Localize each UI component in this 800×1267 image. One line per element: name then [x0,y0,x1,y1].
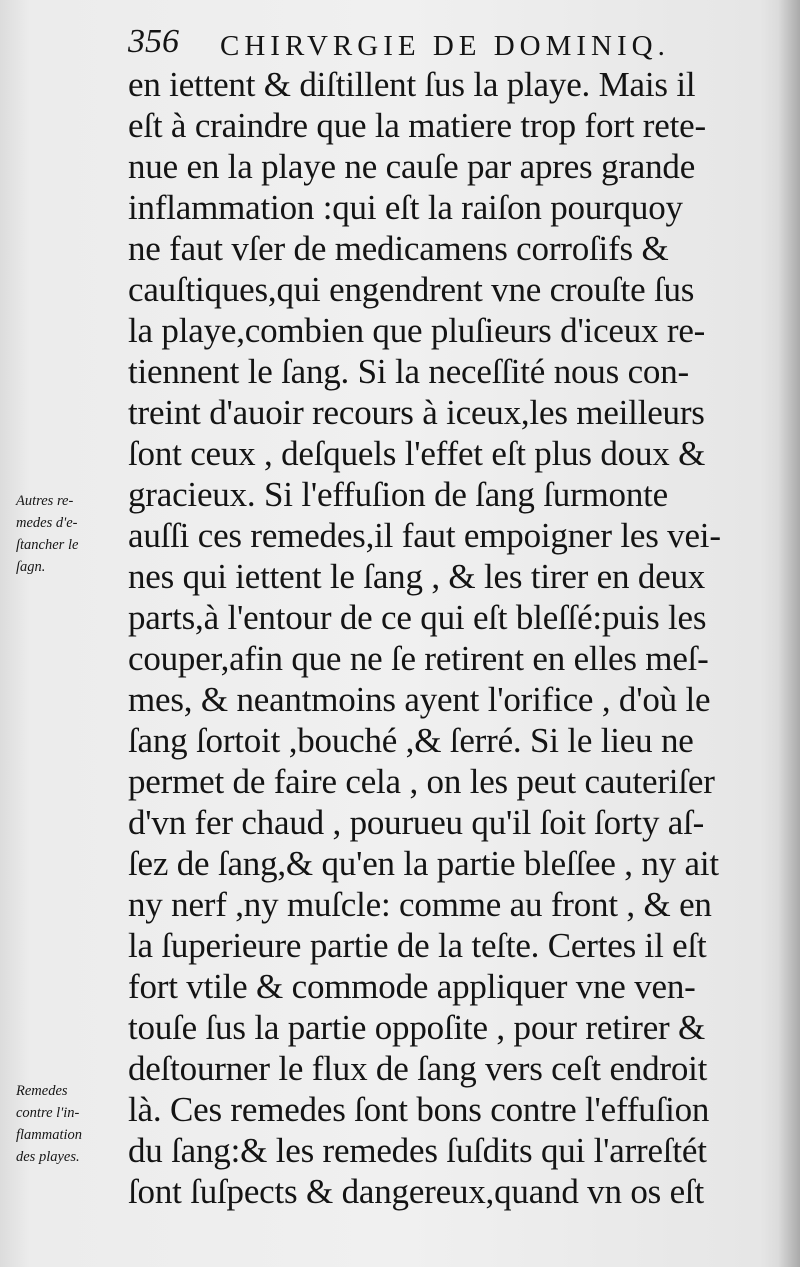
text-line: parts,à l'entour de ce qui eſt bleſſé:puis les [128,598,707,637]
text-line: treint d'auoir recours à iceux,les meilleurs [128,393,705,432]
page-number: 356 [128,23,179,60]
text-line: d'vn fer chaud , pourueu qu'il ſoit ſorty aſ- [128,803,705,842]
text-line: auſſi ces remedes,il faut empoigner les vei- [128,516,721,555]
text-line: ne faut vſer de medicamens corroſifs & [128,229,669,268]
text-line: eſt à craindre que la matiere trop fort rete- [128,106,706,145]
text-line: cauſtiques,qui engendrent vne crouſte ſus [128,270,695,309]
text-line: gracieux. Si l'effuſion de ſang ſurmonte [128,475,669,514]
text-line: tiennent le ſang. Si la neceſſité nous con- [128,352,689,391]
text-line: ſont ſuſpects & dangereux,quand vn os eſt [128,1172,704,1211]
text-line: couper,afin que ne ſe retirent en elles meſ- [128,639,709,678]
text-line: fort vtile & commode appliquer vne ven- [128,967,696,1006]
margin-note-line: flammation [16,1127,83,1143]
text-line: deſtourner le flux de ſang vers ceſt endroit [128,1049,708,1088]
text-line: nes qui iettent le ſang , & les tirer en deux [128,557,706,596]
body-text [128,64,758,1212]
text-line: la playe,combien que pluſieurs d'iceux re- [128,311,706,350]
margin-note-line: Autres re- [16,493,74,509]
margin-note-inflammation [16,1080,140,1168]
margin-note-line: medes d'e- [16,515,78,531]
text-line: là. Ces remedes ſont bons contre l'effuſion [128,1090,710,1129]
page-header [128,18,728,66]
margin-note-line: des playes. [16,1149,80,1165]
running-head: CHIRVRGIE DE DOMINIQ. [220,30,670,62]
margin-note-line: Remedes [16,1083,68,1099]
text-line: du ſang:& les remedes ſuſdits qui l'arreſtét [128,1131,707,1170]
page-gutter-shadow [778,0,800,1267]
margin-note-line: ſtancher le [16,537,79,553]
text-line: ny nerf ,ny muſcle: comme au front , & en [128,885,712,924]
text-line: nue en la playe ne cauſe par apres grande [128,147,696,186]
text-line: ſont ceux , deſquels l'effet eſt plus doux & [128,434,706,473]
text-line: ſang ſortoit ,bouché ,& ſerré. Si le lieu ne [128,721,694,760]
text-line: la ſuperieure partie de la teſte. Certes il eſt [128,926,707,965]
text-line: touſe ſus la partie oppoſite , pour retirer & [128,1008,706,1047]
margin-note-line: contre l'in- [16,1105,80,1121]
text-line: ſez de ſang,& qu'en la partie bleſſee , ny ait [128,844,719,883]
text-line: permet de faire cela , on les peut cauteriſer [128,762,715,801]
text-line: en iettent & diſtillent ſus la playe. Mais il [128,65,696,104]
text-line: mes, & neantmoins ayent l'orifice , d'où le [128,680,711,719]
text-line: inflammation :qui eſt la raiſon pourquoy [128,188,683,227]
margin-note-hemostasis [16,490,140,578]
margin-note-line: ſagn. [16,559,46,575]
